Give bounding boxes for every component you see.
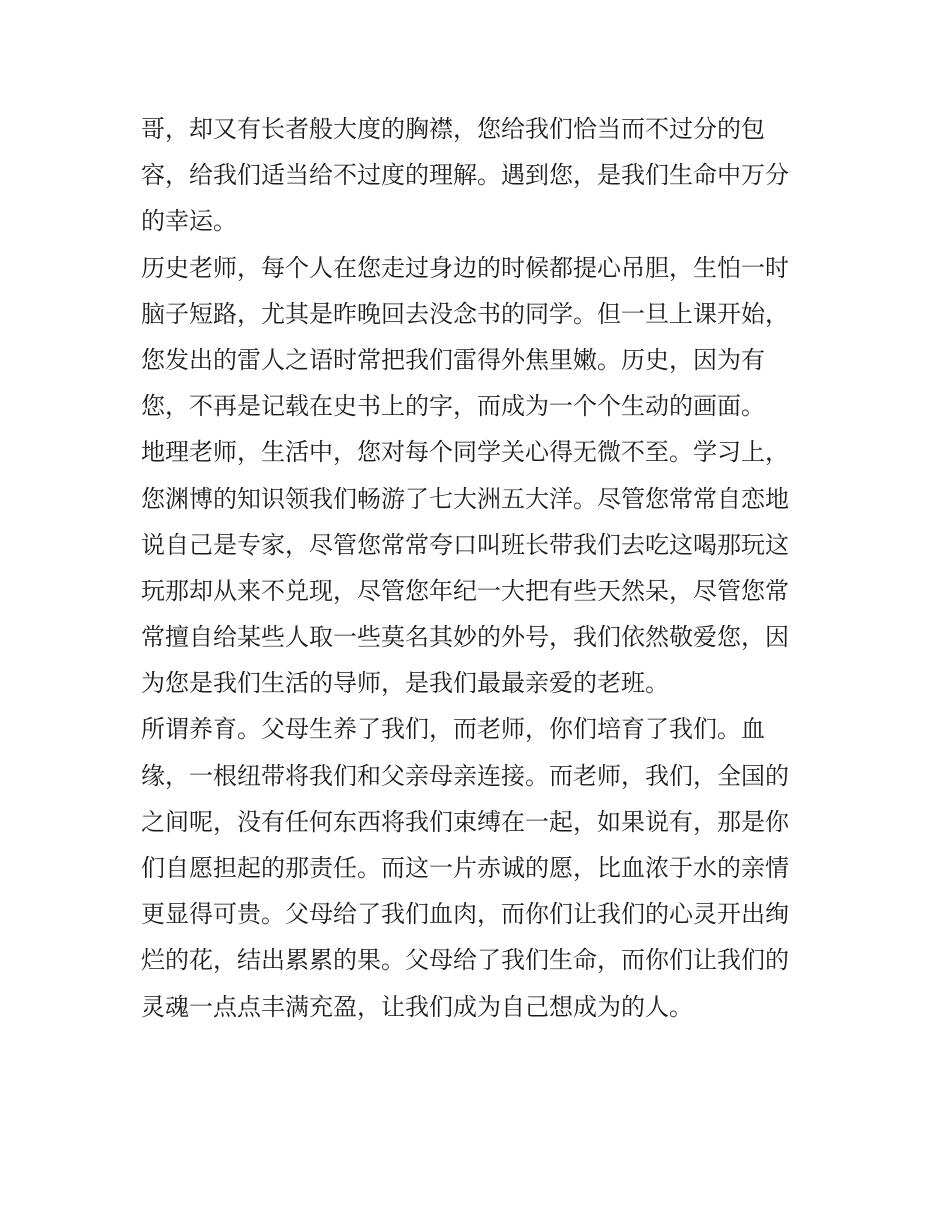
text-line: 地理老师，生活中，您对每个同学关心得无微不至。学习上， — [141, 438, 789, 467]
text-line: 烂的花，结出累累的果。父母给了我们生命，而你们让我们的 — [141, 946, 789, 975]
text-line: 容，给我们适当给不过度的理解。遇到您，是我们生命中万分 — [141, 161, 789, 190]
paragraph-history-teacher — [141, 245, 813, 430]
text-line: 灵魂一点点丰满充盈，让我们成为自己想成为的人。 — [141, 992, 693, 1021]
text-line: 所谓养育。父母生养了我们，而老师，你们培育了我们。血 — [141, 715, 765, 744]
text-line: 您，不再是记载在史书上的字，而成为一个个生动的画面。 — [141, 392, 765, 421]
text-line: 缘，一根纽带将我们和父亲母亲连接。而老师，我们，全国的 — [141, 761, 789, 790]
paragraph-conclusion-of-previous — [141, 106, 813, 245]
document-body — [141, 106, 813, 1030]
text-line: 说自己是专家，尽管您常常夸口叫班长带我们去吃这喝那玩这 — [141, 530, 789, 559]
paragraph-nurturing — [141, 706, 813, 1029]
text-line: 更显得可贵。父母给了我们血肉，而你们让我们的心灵开出绚 — [141, 900, 789, 929]
text-line: 之间呢，没有任何东西将我们束缚在一起，如果说有，那是你 — [141, 807, 789, 836]
text-line: 为您是我们生活的导师，是我们最最亲爱的老班。 — [141, 669, 669, 698]
text-line: 玩那却从来不兑现，尽管您年纪一大把有些天然呆，尽管您常 — [141, 576, 789, 605]
paragraph-geography-teacher — [141, 429, 813, 706]
text-line: 们自愿担起的那责任。而这一片赤诚的愿，比血浓于水的亲情 — [141, 854, 789, 882]
text-line: 您渊博的知识领我们畅游了七大洲五大洋。尽管您常常自恋地 — [141, 484, 789, 513]
text-line: 哥，却又有长者般大度的胸襟，您给我们恰当而不过分的包 — [141, 115, 765, 143]
text-line: 的幸运。 — [141, 207, 237, 236]
text-line: 历史老师，每个人在您走过身边的时候都提心吊胆，生怕一时 — [141, 253, 789, 282]
text-line: 常擅自给某些人取一些莫名其妙的外号，我们依然敬爱您，因 — [141, 623, 789, 652]
text-line: 脑子短路，尤其是昨晚回去没念书的同学。但一旦上课开始， — [141, 299, 789, 328]
text-line: 您发出的雷人之语时常把我们雷得外焦里嫩。历史，因为有 — [141, 345, 765, 374]
